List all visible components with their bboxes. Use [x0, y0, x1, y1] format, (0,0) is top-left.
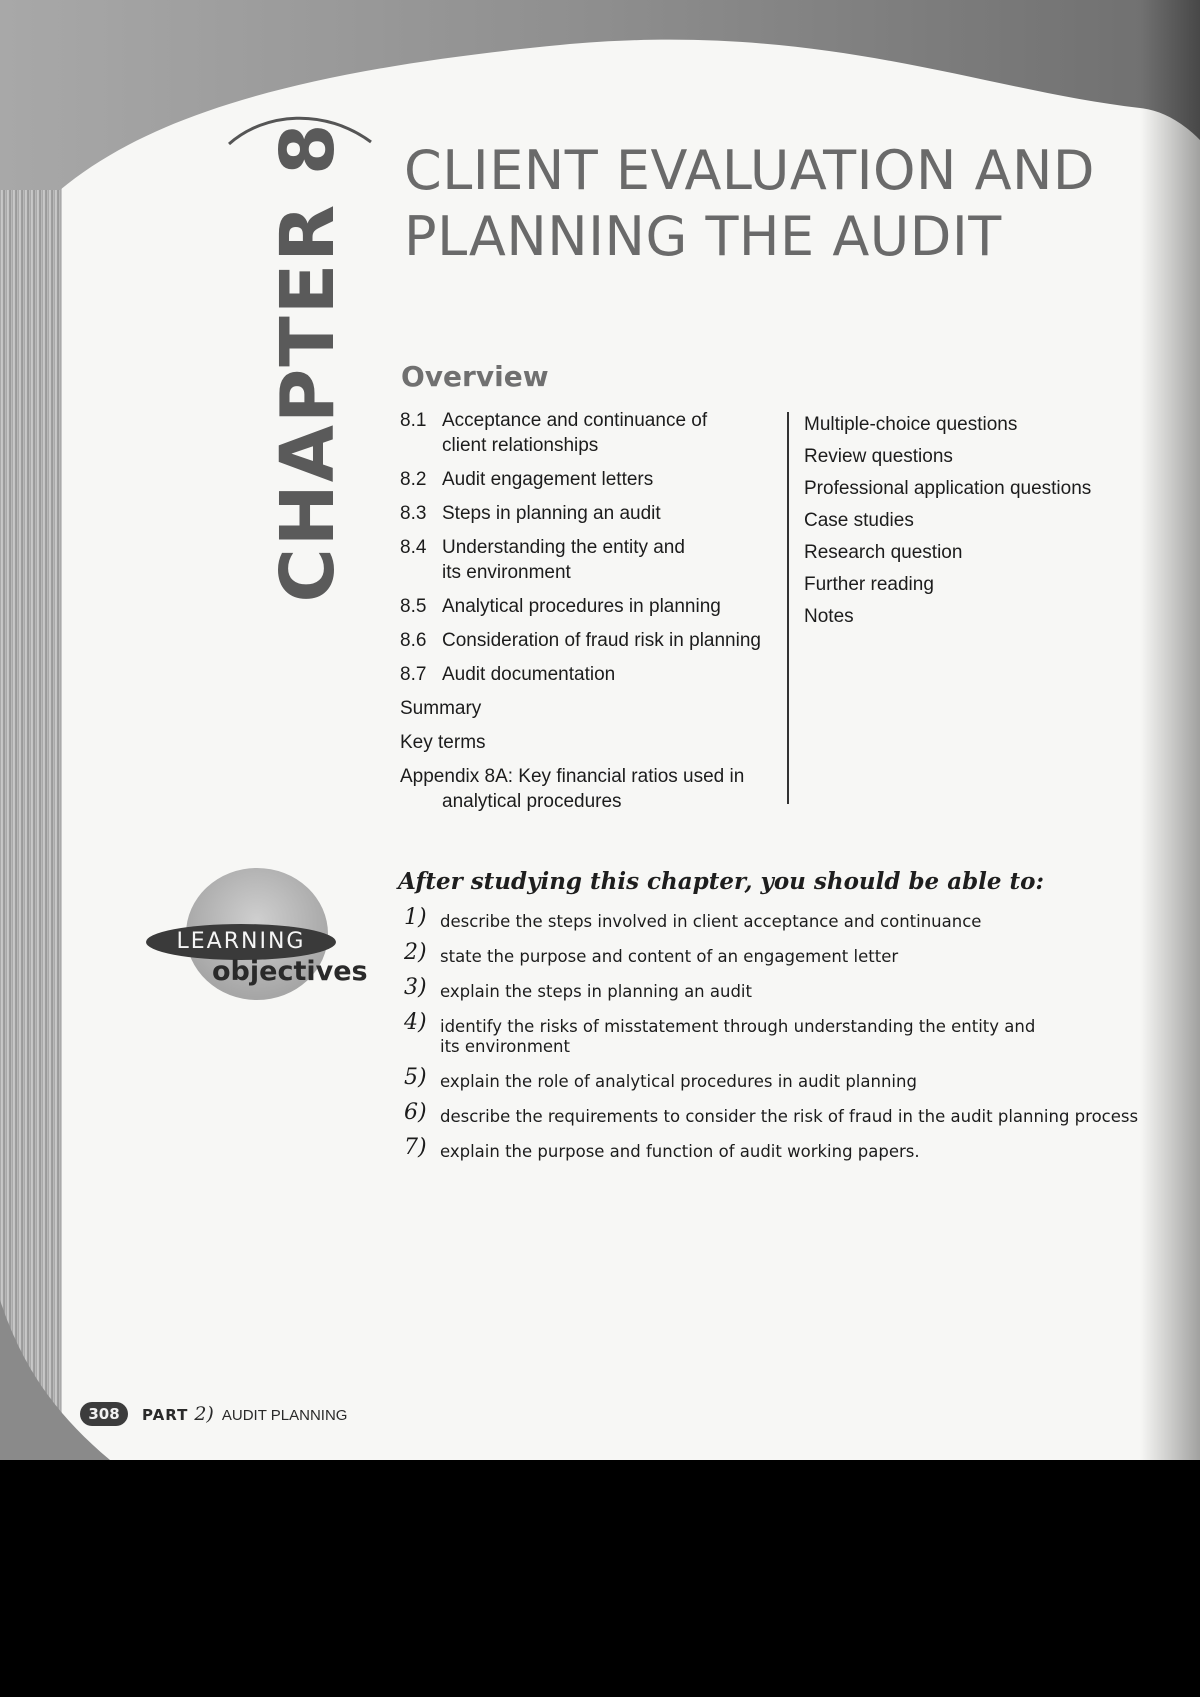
objective-item	[404, 1065, 1194, 1092]
bottom-curved-band	[0, 1300, 1200, 1460]
objective-continuation: its environment	[440, 1037, 570, 1056]
toc-item-appendix	[400, 764, 780, 814]
toc-item: Review questions	[804, 446, 953, 467]
objective-text: explain the role of analytical procedures in audit planning	[440, 1072, 917, 1091]
objective-text: describe the requirements to consider the risk of fraud in the audit planning process	[440, 1107, 1139, 1126]
objectives-heading: After studying this chapter, you should be able to:	[398, 868, 1045, 895]
chapter-title	[404, 138, 1104, 270]
toc-item	[400, 501, 780, 526]
toc-item: Multiple-choice questions	[804, 414, 1018, 435]
toc-item-number: 8.1	[400, 410, 427, 431]
chapter-title-line-2: PLANNING THE AUDIT	[404, 205, 1002, 268]
toc-item-text: Understanding the entity and	[442, 537, 685, 558]
overview-toc-left	[400, 408, 780, 823]
toc-item-number: 8.4	[400, 537, 427, 558]
toc-item-number: 8.6	[400, 630, 427, 651]
toc-item: Case studies	[804, 510, 914, 531]
toc-item-text: Acceptance and continuance of	[442, 410, 708, 431]
gutter-shadow	[1140, 0, 1200, 1460]
objective-number: 5)	[404, 1065, 427, 1090]
toc-item	[400, 408, 780, 458]
toc-item-text: Audit engagement letters	[442, 469, 654, 490]
overview-heading: Overview	[401, 360, 549, 393]
part-title: AUDIT PLANNING	[221, 1407, 348, 1424]
objective-item	[404, 1135, 1194, 1162]
toc-item-text: Steps in planning an audit	[442, 503, 661, 524]
toc-item-text: Appendix 8A: Key financial ratios used in	[400, 766, 745, 787]
toc-item-number: 8.3	[400, 503, 427, 524]
objective-text: identify the risks of misstatement through understanding the entity and	[440, 1017, 1036, 1036]
chapter-title-line-1: CLIENT EVALUATION AND	[404, 139, 1095, 202]
toc-item	[400, 594, 780, 619]
toc-item: Further reading	[804, 574, 934, 595]
toc-item-continuation: client relationships	[442, 435, 599, 456]
chapter-label: CHAPTER 8	[265, 121, 351, 603]
objective-item	[404, 1100, 1194, 1127]
toc-item-continuation: analytical procedures	[442, 791, 622, 812]
badge-learning-label: LEARNING	[146, 924, 336, 960]
part-keyword: PART	[142, 1406, 189, 1424]
objective-item	[404, 975, 1194, 1002]
objective-item	[404, 1010, 1194, 1057]
objective-number: 6)	[404, 1100, 427, 1125]
objective-item	[404, 940, 1194, 967]
toc-item-text: Audit documentation	[442, 664, 616, 685]
toc-item-text: Analytical procedures in planning	[442, 596, 721, 617]
toc-item: Research question	[804, 542, 963, 563]
objectives-list	[404, 905, 1194, 1177]
objective-text: describe the steps involved in client acceptance and continuance	[440, 912, 982, 931]
toc-item-summary	[400, 696, 780, 721]
learning-objectives-badge	[140, 862, 370, 1007]
toc-item-number: 8.7	[400, 664, 427, 685]
toc-item	[400, 467, 780, 492]
part-label	[142, 1402, 347, 1428]
overview-toc-right	[804, 412, 1144, 636]
toc-divider	[787, 412, 789, 804]
toc-item-number: 8.5	[400, 596, 427, 617]
toc-item	[400, 535, 780, 585]
objective-text: explain the purpose and function of audit working papers.	[440, 1142, 920, 1161]
objective-item	[404, 905, 1194, 932]
objective-number: 2)	[404, 940, 427, 965]
objective-text: explain the steps in planning an audit	[440, 982, 752, 1001]
toc-item-key-terms	[400, 730, 780, 755]
toc-item-text: Consideration of fraud risk in planning	[442, 630, 761, 651]
toc-item	[400, 662, 780, 687]
badge-objectives-label: objectives	[212, 956, 368, 987]
objective-number: 7)	[404, 1135, 427, 1160]
toc-item	[400, 628, 780, 653]
objective-text: state the purpose and content of an engagement letter	[440, 947, 899, 966]
toc-item: Notes	[804, 606, 854, 627]
toc-item-text: Key terms	[400, 732, 486, 753]
toc-item-number: 8.2	[400, 469, 427, 490]
part-number: 2)	[194, 1403, 214, 1425]
toc-item-text: Summary	[400, 698, 482, 719]
toc-item: Professional application questions	[804, 478, 1092, 499]
objective-number: 4)	[404, 1010, 427, 1035]
page-number-badge: 308	[80, 1402, 128, 1426]
objective-number: 1)	[404, 905, 427, 930]
objective-number: 3)	[404, 975, 427, 1000]
toc-item-continuation: its environment	[442, 562, 571, 583]
